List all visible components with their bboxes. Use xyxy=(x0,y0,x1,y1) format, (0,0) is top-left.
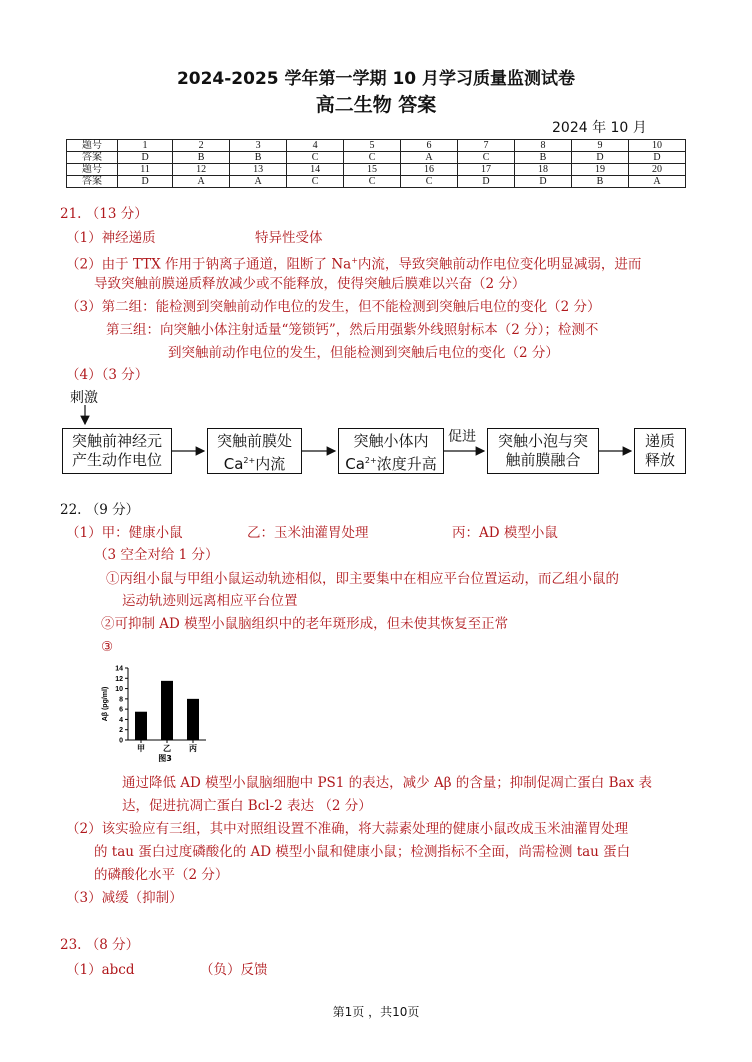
table-cell: 19 xyxy=(572,164,629,176)
q22-answer-c3: ③ xyxy=(101,639,114,655)
q21-heading: 21. （13 分） xyxy=(60,206,148,222)
table-cell: A xyxy=(230,176,287,188)
q22-answer-c3-text-a: 通过降低 AD 模型小鼠脑细胞中 PS1 的表达，减少 Aβ 的含量；抑制促凋亡蛋白 Bax 表 xyxy=(122,775,652,791)
row-label: 答案 xyxy=(67,152,118,164)
promote-label: 促进 xyxy=(448,429,476,445)
y-tick-label: 8 xyxy=(119,696,123,704)
exam-subtitle: 高二生物 答案 xyxy=(315,94,437,116)
table-cell: D xyxy=(515,176,572,188)
bar xyxy=(187,699,199,740)
row-label: 题号 xyxy=(67,164,118,176)
q21-answer-3b: 第三组：向突触小体注射适量“笼锁钙”，然后用强紫外线照射标本（2 分）；检测不 xyxy=(106,322,599,338)
table-cell: 5 xyxy=(344,140,401,152)
text-run: 内流 xyxy=(255,455,286,473)
stimulus-label: 刺激 xyxy=(70,390,98,406)
box-line: 突触小体内 xyxy=(353,432,429,450)
table-cell: 12 xyxy=(173,164,230,176)
q21-answer-3c: 到突触前动作电位的发生，但能检测到突触后电位的变化（2 分） xyxy=(168,345,559,361)
table-cell: D xyxy=(118,176,173,188)
row-label: 题号 xyxy=(67,140,118,152)
q21-answer-3a: （3）第二组：能检测到突触前动作电位的发生，但不能检测到突触后电位的变化（2 分） xyxy=(66,299,601,315)
table-cell: A xyxy=(173,176,230,188)
table-cell: C xyxy=(344,152,401,164)
table-cell: 16 xyxy=(401,164,458,176)
text-run: （2）由于 TTX 作用于钠离子通道，阻断了 Na xyxy=(66,256,352,273)
q22-answer-2c: 的磷酸化水平（2 分） xyxy=(94,867,229,883)
table-cell: B xyxy=(515,152,572,164)
table-cell: 4 xyxy=(287,140,344,152)
superscript: + xyxy=(351,256,358,265)
table-cell: 7 xyxy=(458,140,515,152)
table-cell: C xyxy=(401,176,458,188)
table-cell: C xyxy=(287,176,344,188)
y-tick-label: 0 xyxy=(119,737,123,745)
q23-answer-1b: （负）反馈 xyxy=(200,962,268,978)
chart-title: 图3 xyxy=(158,754,172,763)
q23-heading: 23. （8 分） xyxy=(60,937,140,953)
box-line: 突触前神经元 xyxy=(71,432,162,450)
text-run: Ca xyxy=(223,455,244,473)
box-line: 突触前膜处 xyxy=(216,432,292,450)
q22-answer-2a: （2）该实验应有三组，其中对照组设置不准确，将大蒜素处理的健康小鼠改成玉米油灌胃处理 xyxy=(66,821,629,837)
q22-answer-1a: （1）甲：健康小鼠 xyxy=(66,525,183,541)
table-cell: B xyxy=(230,152,287,164)
y-tick-label: 10 xyxy=(115,686,123,694)
flow-box-vesicle-fusion xyxy=(487,428,599,474)
table-cell: D xyxy=(628,152,685,164)
table-cell: 3 xyxy=(230,140,287,152)
y-tick-label: 2 xyxy=(119,727,123,735)
bar-chart xyxy=(92,662,222,764)
flow-box-transmitter-release xyxy=(634,428,686,474)
q22-answer-2b: 的 tau 蛋白过度磷酸化的 AD 模型小鼠和健康小鼠；检测指标不全面，尚需检测 tau 蛋白 xyxy=(94,844,631,860)
table-cell: 1 xyxy=(118,140,173,152)
q22-answer-c3-text-b: 达，促进抗凋亡蛋白 Bcl-2 表达 （2 分） xyxy=(122,798,372,814)
table-cell: C xyxy=(458,152,515,164)
exam-date: 2024 年 10 月 xyxy=(552,120,647,136)
bar xyxy=(161,681,173,740)
q21-answer-2b: 导致突触前膜递质释放减少或不能释放，使得突触后膜难以兴奋（2 分） xyxy=(94,276,526,292)
q22-answer-1d: （3 空全对给 1 分） xyxy=(94,547,219,563)
table-cell: D xyxy=(572,152,629,164)
superscript: 2+ xyxy=(243,456,256,465)
q22-answer-1c: 丙：AD 模型小鼠 xyxy=(452,525,558,541)
table-cell: 6 xyxy=(401,140,458,152)
table-cell: B xyxy=(572,176,629,188)
table-cell: 20 xyxy=(628,164,685,176)
text-run: 内流，导致突触前动作电位变化明显减弱，进而 xyxy=(357,256,642,273)
y-axis-label: Aβ (pg/ml) xyxy=(102,686,109,722)
table-cell: C xyxy=(344,176,401,188)
table-cell: D xyxy=(118,152,173,164)
exam-title: 2024-2025 学年第一学期 10 月学习质量监测试卷 xyxy=(176,69,576,89)
q21-answer-4: （4）（3 分） xyxy=(66,367,149,383)
q23-answer-1a: （1）abcd xyxy=(66,962,135,978)
row-label: 答案 xyxy=(67,176,118,188)
table-cell: 15 xyxy=(344,164,401,176)
table-cell: 8 xyxy=(515,140,572,152)
table-cell: A xyxy=(628,176,685,188)
table-cell: 17 xyxy=(458,164,515,176)
x-tick-label: 丙 xyxy=(189,744,197,753)
flow-box-action-potential xyxy=(62,428,172,474)
box-line xyxy=(339,451,443,474)
flow-box-ca-concentration xyxy=(338,428,444,474)
text-run: 浓度升高 xyxy=(376,455,437,473)
page-footer: 第1页 ，共10页 xyxy=(332,1005,420,1019)
box-line: 产生动作电位 xyxy=(71,451,162,469)
y-tick-label: 14 xyxy=(115,665,123,673)
x-tick-label: 乙 xyxy=(163,744,171,753)
table-cell: 2 xyxy=(173,140,230,152)
table-cell: B xyxy=(173,152,230,164)
flow-box-ca-influx xyxy=(207,428,302,474)
y-tick-label: 6 xyxy=(119,706,123,714)
q22-heading: 22. （9 分） xyxy=(60,502,140,518)
box-line: 递质 xyxy=(644,432,675,450)
table-cell: 11 xyxy=(118,164,173,176)
box-line: 触前膜融合 xyxy=(505,451,581,469)
bar xyxy=(135,712,147,740)
table-cell: A xyxy=(401,152,458,164)
box-line xyxy=(208,451,301,474)
q22-answer-1b: 乙：玉米油灌胃处理 xyxy=(247,525,369,541)
q22-answer-c1a: ①丙组小鼠与甲组小鼠运动轨迹相似，即主要集中在相应平台位置运动，而乙组小鼠的 xyxy=(106,571,619,587)
q22-answer-3: （3）减缓（抑制） xyxy=(66,890,183,906)
table-cell: 14 xyxy=(287,164,344,176)
box-line: 释放 xyxy=(644,451,675,469)
box-line: 突触小泡与突 xyxy=(497,432,588,450)
q21-answer-1b: 特异性受体 xyxy=(255,230,323,246)
q22-answer-c2: ②可抑制 AD 模型小鼠脑组织中的老年斑形成，但未使其恢复至正常 xyxy=(101,616,509,632)
x-tick-label: 甲 xyxy=(137,744,145,753)
q21-answer-1a: （1）神经递质 xyxy=(66,230,156,246)
table-cell: C xyxy=(287,152,344,164)
bar-chart-svg xyxy=(92,662,222,764)
y-tick-label: 12 xyxy=(115,675,123,683)
superscript: 2+ xyxy=(364,456,377,465)
table-cell: 9 xyxy=(572,140,629,152)
text-run: Ca xyxy=(345,455,365,473)
table-cell: 18 xyxy=(515,164,572,176)
table-cell: D xyxy=(458,176,515,188)
y-tick-label: 4 xyxy=(119,716,123,724)
table-cell: 10 xyxy=(628,140,685,152)
q22-answer-c1b: 运动轨迹则远离相应平台位置 xyxy=(122,593,298,609)
table-cell: 13 xyxy=(230,164,287,176)
